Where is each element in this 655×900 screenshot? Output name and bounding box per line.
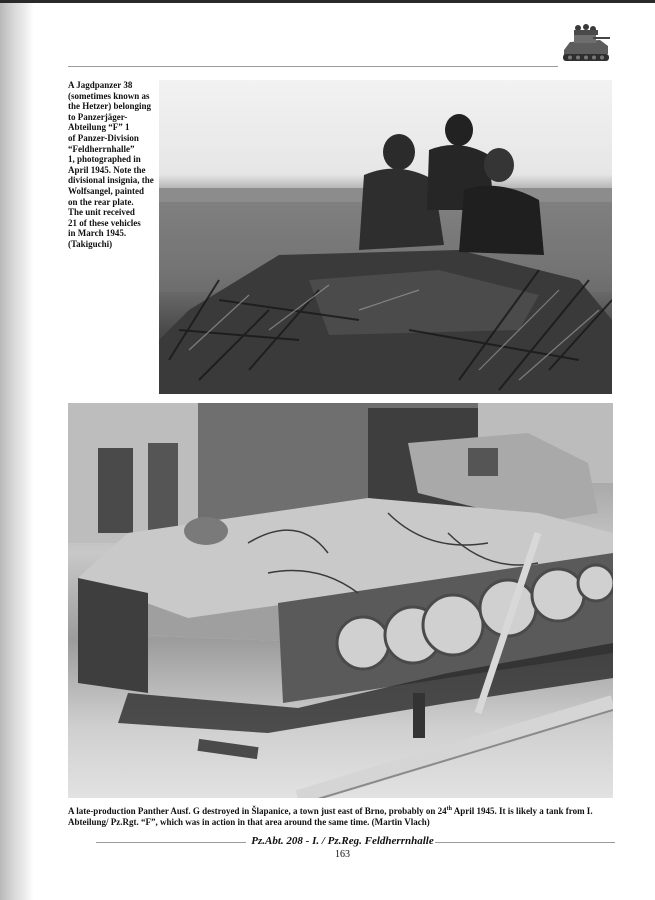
tank-illustration-icon bbox=[560, 20, 612, 66]
caption-panther-text-2: April 1945. It is likely a tank from I. Abteilung/ Pz.Rgt. “F”, which was in action in that area around the same time. (Martin Vlach) bbox=[68, 806, 593, 827]
book-spine-shadow bbox=[0, 0, 34, 900]
photo-caption-panther bbox=[68, 806, 613, 828]
page-number: 163 bbox=[335, 849, 350, 860]
running-footer-title: Pz.Abt. 208 - I. / Pz.Reg. Feldherrnhalle bbox=[251, 835, 434, 847]
photo-jagdpanzer-38 bbox=[159, 80, 612, 394]
photo-panther-ausf-g bbox=[68, 403, 613, 798]
page-top-edge bbox=[0, 0, 655, 3]
caption-panther-text-1: A late-production Panther Ausf. G destroyed in Šlapanice, a town just east of Brno, probably on 24 bbox=[68, 806, 447, 816]
header-rule bbox=[68, 66, 558, 67]
photo-caption-jagdpanzer: A Jagdpanzer 38 (sometimes known as the Hetzer) belonging to Panzerjäger- Abteilung “F” 1 of Panzer-Division “Feldherrnhalle” 1, photographed in April 1945. Note the divisional insignia, the Wolfsangel, painted on the rear plate. The unit received 21 of these vehicles in March 1945. (Takiguchi) bbox=[68, 80, 154, 249]
caption-panther-ordinal: th bbox=[446, 806, 452, 812]
